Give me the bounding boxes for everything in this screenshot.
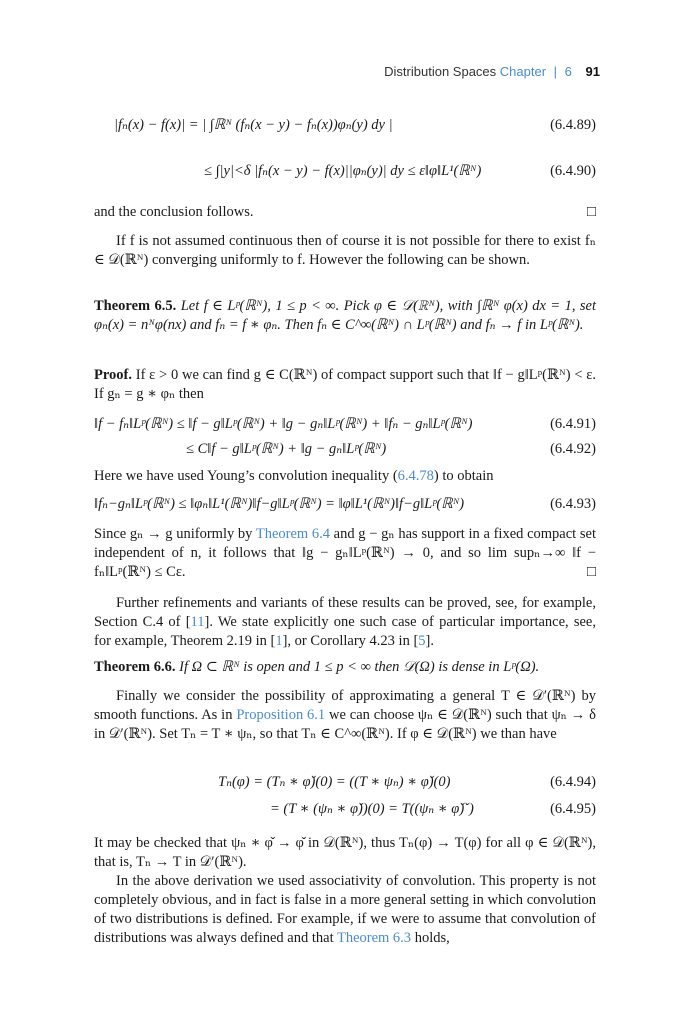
theorem-statement: Let f ∈ Lᵖ(ℝᴺ), 1 ≤ p < ∞. Pick φ ∈ 𝒟(ℝᴺ), with ∫ℝᴺ φ(x) dx = 1, set φₙ(x) = nᴺφ(nx) and fₙ = f ∗ φₙ. Then fₙ ∈ C^∞(ℝᴺ) ∩ Lᵖ(ℝᴺ) and fₙ → f in Lᵖ(ℝᴺ). bbox=[94, 298, 596, 333]
text-span: ]. bbox=[425, 633, 435, 649]
text-span: and g − gₙ has support in a fixed compact set independent of n, it follows that ‖g − gₙ‖Lᵖ(ℝᴺ) → 0, and so lim supₙ→∞ ‖f − fₙ‖Lᵖ(ℝᴺ) ≤ Cε. bbox=[94, 526, 596, 580]
qed-box: □ bbox=[586, 204, 596, 220]
theorem-6-5 bbox=[94, 297, 596, 335]
text-span: In the above derivation we used associativity of convolution. This property is not completely obvious, and in fact is false in a more general setting in which convolution of two distributions is defined. For example, if we were to assume that convolution of distributions was always defined and that bbox=[94, 873, 596, 946]
paragraph-checked bbox=[94, 834, 596, 872]
equation-number: (6.4.91) bbox=[550, 416, 596, 432]
equation-ref-link[interactable]: 6.4.78 bbox=[397, 468, 434, 484]
citation-link[interactable]: 1 bbox=[275, 633, 283, 649]
header-title: Distribution Spaces bbox=[384, 64, 497, 79]
equation-number: (6.4.94) bbox=[550, 774, 596, 790]
equation-number: (6.4.93) bbox=[550, 496, 596, 512]
equation-6-4-92 bbox=[94, 440, 596, 459]
paragraph-conclusion bbox=[94, 203, 596, 222]
equation-6-4-93 bbox=[94, 495, 596, 514]
paragraph-since bbox=[94, 525, 596, 582]
paragraph-continuity bbox=[94, 232, 596, 270]
equation-body: ≤ C‖f − g‖Lᵖ(ℝᴺ) + ‖g − gₙ‖Lᵖ(ℝᴺ) bbox=[186, 441, 387, 457]
paragraph-text: and the conclusion follows. bbox=[94, 204, 254, 220]
paragraph-text: It may be checked that ψₙ ∗ φ̌ → φ̌ in 𝒟(ℝᴺ), thus Tₙ(φ) → T(φ) for all φ ∈ 𝒟(ℝᴺ), that is, Tₙ → T in 𝒟′(ℝᴺ). bbox=[94, 835, 596, 870]
text-span: we can choose ψₙ ∈ 𝒟(ℝᴺ) such that ψₙ → δ in 𝒟′(ℝᴺ). Set Tₙ = T ∗ ψₙ, so that Tₙ ∈ C^∞(ℝᴺ). If φ ∈ 𝒟(ℝᴺ) we than have bbox=[94, 707, 596, 742]
theorem-ref-link[interactable]: Theorem 6.4 bbox=[255, 526, 330, 542]
text-span: Finally we consider the possibility of approximating a general T ∈ 𝒟′(ℝᴺ) by smooth functions. As in bbox=[94, 688, 596, 723]
equation-6-4-95 bbox=[94, 800, 596, 819]
theorem-ref-link[interactable]: Theorem 6.3 bbox=[336, 930, 412, 946]
paragraph-refinements bbox=[94, 594, 596, 651]
equation-6-4-91 bbox=[94, 415, 596, 434]
page-number: 91 bbox=[585, 64, 600, 79]
equation-number: (6.4.90) bbox=[550, 163, 596, 179]
equation-body: ≤ ∫|y|<δ |fₙ(x − y) − f(x)||φₙ(y)| dy ≤ ε‖φ‖L¹(ℝᴺ) bbox=[204, 163, 482, 179]
paragraph-text: If f is not assumed continuous then of course it is not possible for there to exist fₙ ∈ 𝒟(ℝᴺ) converging uniformly to f. However the following can be shown. bbox=[94, 233, 596, 268]
paragraph-associativity bbox=[94, 872, 596, 948]
paragraph-young bbox=[94, 467, 596, 486]
paragraph-approximating bbox=[94, 687, 596, 744]
text-span: ) to obtain bbox=[433, 468, 494, 484]
theorem-label: Theorem 6.6. bbox=[94, 659, 176, 675]
theorem-6-6 bbox=[94, 658, 596, 677]
equation-number: (6.4.89) bbox=[550, 117, 596, 133]
equation-body: ‖f − fₙ‖Lᵖ(ℝᴺ) ≤ ‖f − g‖Lᵖ(ℝᴺ) + ‖g − gₙ‖Lᵖ(ℝᴺ) + ‖fₙ − gₙ‖Lᵖ(ℝᴺ) bbox=[94, 416, 473, 432]
text-span: Here we have used Young’s convolution inequality ( bbox=[94, 468, 398, 484]
theorem-label: Theorem 6.5. bbox=[94, 298, 177, 314]
qed-box: □ bbox=[586, 564, 596, 580]
equation-body: Tₙ(φ) = (Tₙ ∗ φ̌)(0) = ((T ∗ ψₙ) ∗ φ̌)(0) bbox=[218, 774, 451, 790]
citation-link[interactable]: 5 bbox=[418, 633, 426, 649]
equation-number: (6.4.95) bbox=[550, 801, 596, 817]
proof-label: Proof. bbox=[94, 367, 132, 383]
citation-link[interactable]: 11 bbox=[190, 614, 205, 630]
header-chapter-number: 6 bbox=[564, 64, 572, 79]
equation-6-4-90 bbox=[94, 162, 596, 181]
equation-6-4-94 bbox=[94, 773, 596, 792]
text-span: ]. We state explicitly one such case of particular importance, see, for example, Theorem 2.19 in [ bbox=[94, 614, 596, 649]
header-separator: | bbox=[553, 64, 558, 79]
equation-body: = (T ∗ (ψₙ ∗ φ̌))(0) = T((ψₙ ∗ φ̌)ˇ) bbox=[270, 801, 474, 817]
proof-6-5 bbox=[94, 366, 596, 404]
equation-body: ‖fₙ−gₙ‖Lᵖ(ℝᴺ) ≤ ‖φₙ‖L¹(ℝᴺ)‖f−g‖Lᵖ(ℝᴺ) = ‖φ‖L¹(ℝᴺ)‖f−g‖Lᵖ(ℝᴺ) bbox=[94, 496, 465, 512]
proof-text: If ε > 0 we can find g ∈ C(ℝᴺ) of compact support such that ‖f − g‖Lᵖ(ℝᴺ) < ε. If gₙ = g ∗ φₙ then bbox=[94, 367, 596, 402]
text-span: ], or Corollary 4.23 in [ bbox=[282, 633, 419, 649]
running-header bbox=[384, 64, 600, 79]
theorem-statement: If Ω ⊂ ℝᴺ is open and 1 ≤ p < ∞ then 𝒟(Ω) is dense in Lᵖ(Ω). bbox=[179, 659, 540, 675]
text-span: Further refinements and variants of these results can be proved, see, for example, Section C.4 of [ bbox=[94, 595, 596, 630]
equation-number: (6.4.92) bbox=[550, 441, 596, 457]
proposition-ref-link[interactable]: Proposition 6.1 bbox=[236, 707, 326, 723]
equation-6-4-89 bbox=[94, 116, 596, 135]
equation-body: |fₙ(x) − f(x)| = | ∫ℝᴺ (fₙ(x − y) − fₙ(x))φₙ(y) dy | bbox=[114, 117, 393, 133]
header-chapter: Chapter bbox=[499, 64, 547, 79]
text-span: holds, bbox=[411, 930, 450, 946]
text-span: Since gₙ → g uniformly by bbox=[94, 526, 256, 542]
